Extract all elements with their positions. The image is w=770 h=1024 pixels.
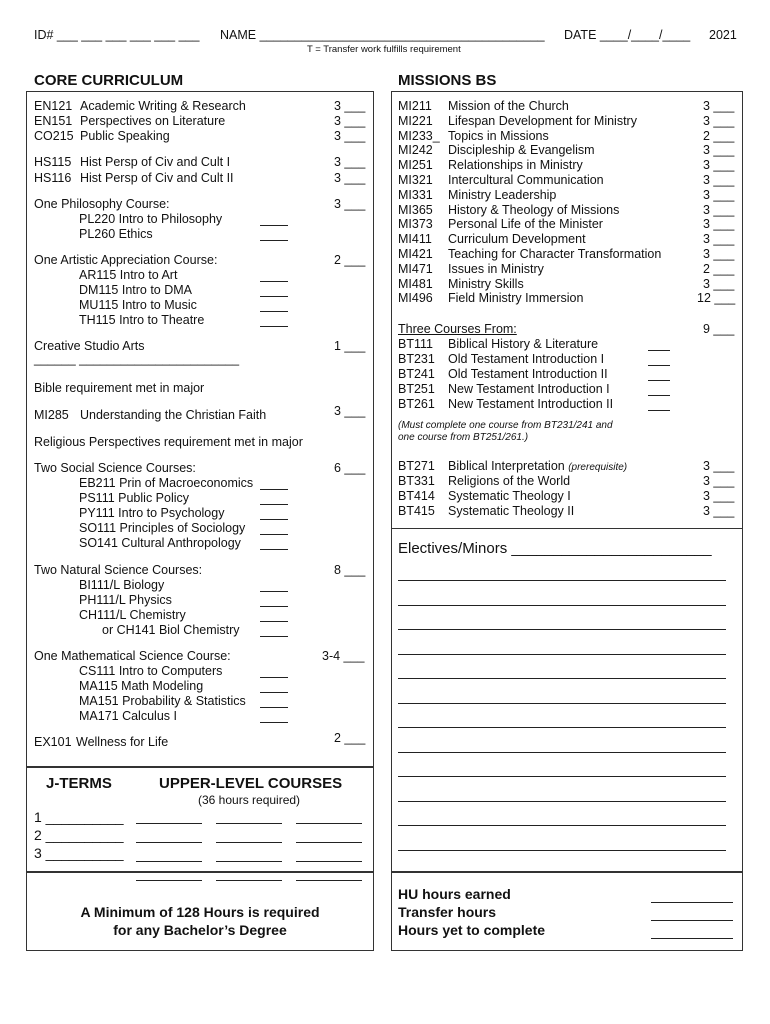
missions-course-hours[interactable]: 2 ___ bbox=[703, 261, 735, 276]
natural-science-option-blank[interactable] bbox=[260, 606, 288, 607]
bt-course-blank[interactable] bbox=[648, 350, 670, 351]
minimum-line-1: A Minimum of 128 Hours is required bbox=[80, 904, 320, 920]
math-science-option: MA171 Calculus I bbox=[79, 709, 177, 723]
math-science-hours[interactable]: 3-4 ___ bbox=[322, 649, 365, 663]
social-science-heading: Two Social Science Courses: bbox=[34, 461, 196, 475]
elective-line[interactable] bbox=[398, 776, 726, 777]
social-science-option-blank[interactable] bbox=[260, 504, 288, 505]
natural-science-option: or CH141 Biol Chemistry bbox=[102, 623, 240, 637]
missions-course-title: Mission of the Church bbox=[448, 99, 569, 113]
math-science-option-blank[interactable] bbox=[260, 677, 288, 678]
philosophy-heading: One Philosophy Course: bbox=[34, 197, 170, 211]
bt-required-code: BT271 bbox=[398, 459, 435, 473]
missions-course-code: MI373 bbox=[398, 217, 433, 232]
missions-course-hours[interactable]: 3 ___ bbox=[703, 113, 735, 128]
bt-prerequisite-note: (prerequisite) bbox=[568, 462, 628, 473]
bt-required-code: BT331 bbox=[398, 474, 435, 488]
artistic-heading: One Artistic Appreciation Course: bbox=[34, 253, 218, 267]
missions-course-hours[interactable]: 3 ___ bbox=[703, 276, 735, 291]
bt-note-line-2: one course from BT251/261.) bbox=[398, 432, 529, 443]
philosophy-hours[interactable]: 3 ___ bbox=[334, 197, 366, 211]
elective-line[interactable] bbox=[398, 825, 726, 826]
ex101-code: EX101 bbox=[34, 735, 72, 749]
missions-course-hours[interactable]: 3 ___ bbox=[703, 158, 735, 173]
artistic-option: AR115 Intro to Art bbox=[79, 268, 178, 282]
electives-divider bbox=[391, 528, 743, 529]
social-science-option-blank[interactable] bbox=[260, 519, 288, 520]
natural-science-option: CH111/L Chemistry bbox=[79, 608, 186, 622]
missions-course-code: MI421 bbox=[398, 247, 433, 261]
artistic-option: TH115 Intro to Theatre bbox=[79, 313, 205, 327]
upper-level-subtitle: (36 hours required) bbox=[198, 793, 301, 807]
bt-course-blank[interactable] bbox=[648, 410, 670, 411]
upper-level-blank[interactable] bbox=[136, 842, 202, 843]
missions-course-hours[interactable]: 3 ___ bbox=[703, 202, 735, 217]
math-science-option: MA151 Probability & Statistics bbox=[79, 694, 246, 708]
elective-line[interactable] bbox=[398, 678, 726, 679]
missions-title: MISSIONS BS bbox=[398, 72, 497, 89]
social-science-option-blank[interactable] bbox=[260, 549, 288, 550]
core-course-hours[interactable]: 3 ___ bbox=[334, 129, 366, 143]
elective-line[interactable] bbox=[398, 727, 726, 728]
missions-course-title: Relationships in Ministry bbox=[448, 158, 583, 173]
mi285-title: Understanding the Christian Faith bbox=[80, 408, 267, 422]
core-course-code: HS116 bbox=[34, 171, 72, 185]
missions-course-title: Intercultural Communication bbox=[448, 173, 604, 187]
bt-required-hours[interactable]: 3 ___ bbox=[703, 504, 735, 518]
philosophy-option: PL220 Intro to Philosophy bbox=[79, 212, 223, 226]
upper-level-blank[interactable] bbox=[136, 880, 202, 881]
upper-level-blank[interactable] bbox=[296, 823, 362, 824]
missions-course-title: Field Ministry Immersion bbox=[448, 291, 584, 306]
core-course-code: CO215 bbox=[34, 129, 74, 143]
name-field-label[interactable]: NAME _________________________________________ bbox=[220, 28, 545, 42]
bt-course-code: BT231 bbox=[398, 352, 435, 366]
bt-course-title: Old Testament Introduction II bbox=[448, 367, 608, 381]
bt-course-code: BT251 bbox=[398, 382, 435, 396]
bt-course-blank[interactable] bbox=[648, 365, 670, 366]
three-courses-heading: Three Courses From: bbox=[398, 322, 517, 336]
math-science-option: CS111 Intro to Computers bbox=[79, 664, 223, 678]
natural-science-option-blank[interactable] bbox=[260, 636, 288, 637]
missions-course-title: Curriculum Development bbox=[448, 232, 586, 247]
creative-studio-hours[interactable]: 1 ___ bbox=[334, 339, 366, 353]
missions-course-hours[interactable]: 3 ___ bbox=[703, 99, 735, 113]
year-label: 2021 bbox=[709, 28, 737, 42]
minimum-line-2: for any Bachelor’s Degree bbox=[113, 922, 287, 938]
missions-course-code: MI242 bbox=[398, 143, 433, 158]
social-science-option: SO141 Cultural Anthropology bbox=[79, 536, 241, 550]
elective-line[interactable] bbox=[398, 801, 726, 802]
total-blank[interactable] bbox=[651, 902, 733, 903]
core-course-title: Hist Persp of Civ and Cult II bbox=[80, 171, 234, 185]
upper-level-blank[interactable] bbox=[296, 880, 362, 881]
bt-course-title: Old Testament Introduction I bbox=[448, 352, 605, 366]
core-course-hours[interactable]: 3 ___ bbox=[334, 171, 366, 185]
upper-level-blank[interactable] bbox=[216, 842, 282, 843]
core-course-hours[interactable]: 3 ___ bbox=[334, 114, 366, 128]
bt-required-code: BT415 bbox=[398, 504, 435, 518]
core-course-hours[interactable]: 3 ___ bbox=[334, 155, 366, 169]
missions-course-title: Personal Life of the Minister bbox=[448, 217, 603, 232]
missions-course-code: MI251 bbox=[398, 158, 433, 173]
natural-science-heading: Two Natural Science Courses: bbox=[34, 563, 203, 577]
missions-course-hours[interactable]: 3 ___ bbox=[703, 217, 735, 232]
date-field-label[interactable]: DATE ____/____/____ bbox=[564, 28, 691, 42]
social-science-option: SO111 Principles of Sociology bbox=[79, 521, 246, 535]
elective-line[interactable] bbox=[398, 605, 726, 606]
missions-course-hours[interactable]: 3 ___ bbox=[703, 232, 735, 247]
missions-course-code: MI331 bbox=[398, 187, 433, 202]
bt-course-code: BT111 bbox=[398, 337, 433, 351]
creative-studio-heading: Creative Studio Arts bbox=[34, 339, 145, 353]
bt-required-title: Systematic Theology I bbox=[448, 489, 571, 503]
bt-note-line-1: (Must complete one course from BT231/241 and bbox=[398, 420, 613, 431]
artistic-option-blank[interactable] bbox=[260, 296, 288, 297]
core-curriculum-title: CORE CURRICULUM bbox=[34, 72, 184, 89]
missions-course-title: Issues in Ministry bbox=[448, 261, 544, 276]
total-blank[interactable] bbox=[651, 920, 733, 921]
artistic-hours[interactable]: 2 ___ bbox=[334, 253, 366, 267]
missions-course-title: Lifespan Development for Ministry bbox=[448, 113, 637, 128]
mi285-code: MI285 bbox=[34, 408, 69, 422]
ex101-title: Wellness for Life bbox=[76, 735, 169, 749]
bt-required-code: BT414 bbox=[398, 489, 435, 503]
elective-line[interactable] bbox=[398, 654, 726, 655]
upper-level-blank[interactable] bbox=[216, 861, 282, 862]
missions-course-code: MI221 bbox=[398, 113, 433, 128]
missions-course-code: MI471 bbox=[398, 261, 433, 276]
missions-course-title: Topics in Missions bbox=[448, 128, 549, 143]
social-science-option: PS111 Public Policy bbox=[79, 491, 190, 505]
bt-course-title: New Testament Introduction I bbox=[448, 382, 610, 396]
upper-level-blank[interactable] bbox=[296, 842, 362, 843]
bt-course-title: New Testament Introduction II bbox=[448, 397, 614, 411]
id-field-label[interactable]: ID# ___ ___ ___ ___ ___ ___ bbox=[34, 28, 200, 42]
mi285-hours[interactable]: 3 ___ bbox=[334, 404, 366, 418]
math-science-option-blank[interactable] bbox=[260, 692, 288, 693]
missions-course-hours[interactable]: 3 ___ bbox=[703, 247, 735, 261]
elective-line[interactable] bbox=[398, 629, 726, 630]
upper-level-blank[interactable] bbox=[296, 861, 362, 862]
artistic-option: DM115 Intro to DMA bbox=[79, 283, 193, 297]
total-blank[interactable] bbox=[651, 938, 733, 939]
missions-course-code: MI211 bbox=[398, 99, 432, 113]
upper-level-blank[interactable] bbox=[216, 823, 282, 824]
core-course-title: Hist Persp of Civ and Cult I bbox=[80, 155, 231, 169]
bt-course-blank[interactable] bbox=[648, 380, 670, 381]
missions-course-hours[interactable]: 3 ___ bbox=[703, 143, 735, 158]
math-science-option-blank[interactable] bbox=[260, 707, 288, 708]
natural-science-option: BI111/L Biology bbox=[79, 578, 165, 592]
missions-course-hours[interactable]: 3 ___ bbox=[703, 187, 735, 202]
missions-course-title: Ministry Skills bbox=[448, 276, 524, 291]
artistic-option-blank[interactable] bbox=[260, 281, 288, 282]
total-label: Hours yet to complete bbox=[398, 922, 546, 938]
three-courses-hours[interactable]: 9 ___ bbox=[703, 322, 735, 336]
upper-level-blank[interactable] bbox=[136, 861, 202, 862]
math-science-option-blank[interactable] bbox=[260, 722, 288, 723]
bible-requirement-note: Bible requirement met in major bbox=[34, 381, 205, 395]
math-science-option: MA115 Math Modeling bbox=[79, 679, 204, 693]
natural-science-option: PH111/L Physics bbox=[79, 593, 172, 607]
social-science-option-blank[interactable] bbox=[260, 534, 288, 535]
upper-level-blank[interactable] bbox=[216, 880, 282, 881]
missions-course-code: MI233_ bbox=[398, 128, 440, 143]
philosophy-option: PL260 Ethics bbox=[79, 227, 153, 241]
missions-course-title: Teaching for Character Transformation bbox=[448, 247, 662, 261]
missions-course-code: MI496 bbox=[398, 291, 433, 306]
electives-title[interactable]: Electives/Minors ________________________ bbox=[398, 540, 712, 557]
missions-course-title: Ministry Leadership bbox=[448, 187, 557, 202]
bt-required-hours[interactable]: 3 ___ bbox=[703, 459, 735, 473]
artistic-option-blank[interactable] bbox=[260, 326, 288, 327]
missions-course-code: MI481 bbox=[398, 276, 433, 291]
missions-course-code: MI321 bbox=[398, 173, 433, 187]
upper-level-blank[interactable] bbox=[136, 823, 202, 824]
total-label: HU hours earned bbox=[398, 886, 511, 902]
missions-course-code: MI411 bbox=[398, 232, 432, 247]
core-course-code: EN121 bbox=[34, 99, 73, 113]
missions-course-hours[interactable]: 12 ___ bbox=[697, 291, 736, 306]
core-course-title: Academic Writing & Research bbox=[80, 99, 246, 113]
elective-line[interactable] bbox=[398, 752, 726, 753]
artistic-option-blank[interactable] bbox=[260, 311, 288, 312]
bt-required-title: Religions of the World bbox=[448, 474, 571, 488]
natural-science-option-blank[interactable] bbox=[260, 621, 288, 622]
jterm-row[interactable]: 3 __________ bbox=[34, 845, 124, 861]
bt-course-blank[interactable] bbox=[648, 395, 670, 396]
natural-science-option-blank[interactable] bbox=[260, 591, 288, 592]
artistic-option: MU115 Intro to Music bbox=[79, 298, 197, 312]
jterm-row[interactable]: 1 __________ bbox=[34, 809, 124, 825]
social-science-option: PY111 Intro to Psychology bbox=[79, 506, 225, 520]
core-course-code: HS115 bbox=[34, 155, 72, 169]
bt-course-code: BT241 bbox=[398, 367, 435, 381]
jterm-row[interactable]: 2 __________ bbox=[34, 827, 124, 843]
natural-science-hours[interactable]: 8 ___ bbox=[334, 563, 366, 577]
social-science-hours[interactable]: 6 ___ bbox=[334, 461, 366, 475]
social-science-option: EB211 Prin of Macroeconomics bbox=[79, 476, 254, 490]
elective-line[interactable] bbox=[398, 703, 726, 704]
philosophy-option-blank[interactable] bbox=[260, 240, 288, 241]
missions-course-hours[interactable]: 2 ___ bbox=[703, 128, 735, 143]
philosophy-option-blank[interactable] bbox=[260, 225, 288, 226]
math-science-heading: One Mathematical Science Course: bbox=[34, 649, 231, 663]
core-course-title: Public Speaking bbox=[80, 129, 170, 143]
religious-perspectives-note: Religious Perspectives requirement met in major bbox=[34, 435, 303, 449]
bt-required-title: Biblical Interpretation (prerequisite) bbox=[448, 459, 628, 473]
core-course-title: Perspectives on Literature bbox=[80, 114, 226, 128]
social-science-option-blank[interactable] bbox=[260, 489, 288, 490]
missions-course-hours[interactable]: 3 ___ bbox=[703, 173, 735, 187]
bt-course-title: Biblical History & Literature bbox=[448, 337, 599, 351]
missions-course-code: MI365 bbox=[398, 202, 433, 217]
total-label: Transfer hours bbox=[398, 904, 497, 920]
jterms-title: J-TERMS bbox=[46, 775, 112, 792]
core-course-code: EN151 bbox=[34, 114, 73, 128]
missions-course-title: Discipleship & Evangelism bbox=[448, 143, 595, 158]
bt-required-title: Systematic Theology II bbox=[448, 504, 575, 518]
upper-level-title: UPPER-LEVEL COURSES bbox=[159, 775, 343, 792]
bt-required-hours[interactable]: 3 ___ bbox=[703, 474, 735, 488]
transfer-note: T = Transfer work fulfills requirement bbox=[307, 44, 461, 55]
bt-required-hours[interactable]: 3 ___ bbox=[703, 489, 735, 503]
elective-line[interactable] bbox=[398, 580, 726, 581]
missions-course-title: History & Theology of Missions bbox=[448, 202, 620, 217]
creative-studio-line[interactable]: ______ _______________________ bbox=[34, 352, 240, 366]
bt-course-code: BT261 bbox=[398, 397, 435, 411]
elective-line[interactable] bbox=[398, 850, 726, 851]
ex101-hours[interactable]: 2 ___ bbox=[334, 731, 366, 745]
core-course-hours[interactable]: 3 ___ bbox=[334, 99, 366, 113]
